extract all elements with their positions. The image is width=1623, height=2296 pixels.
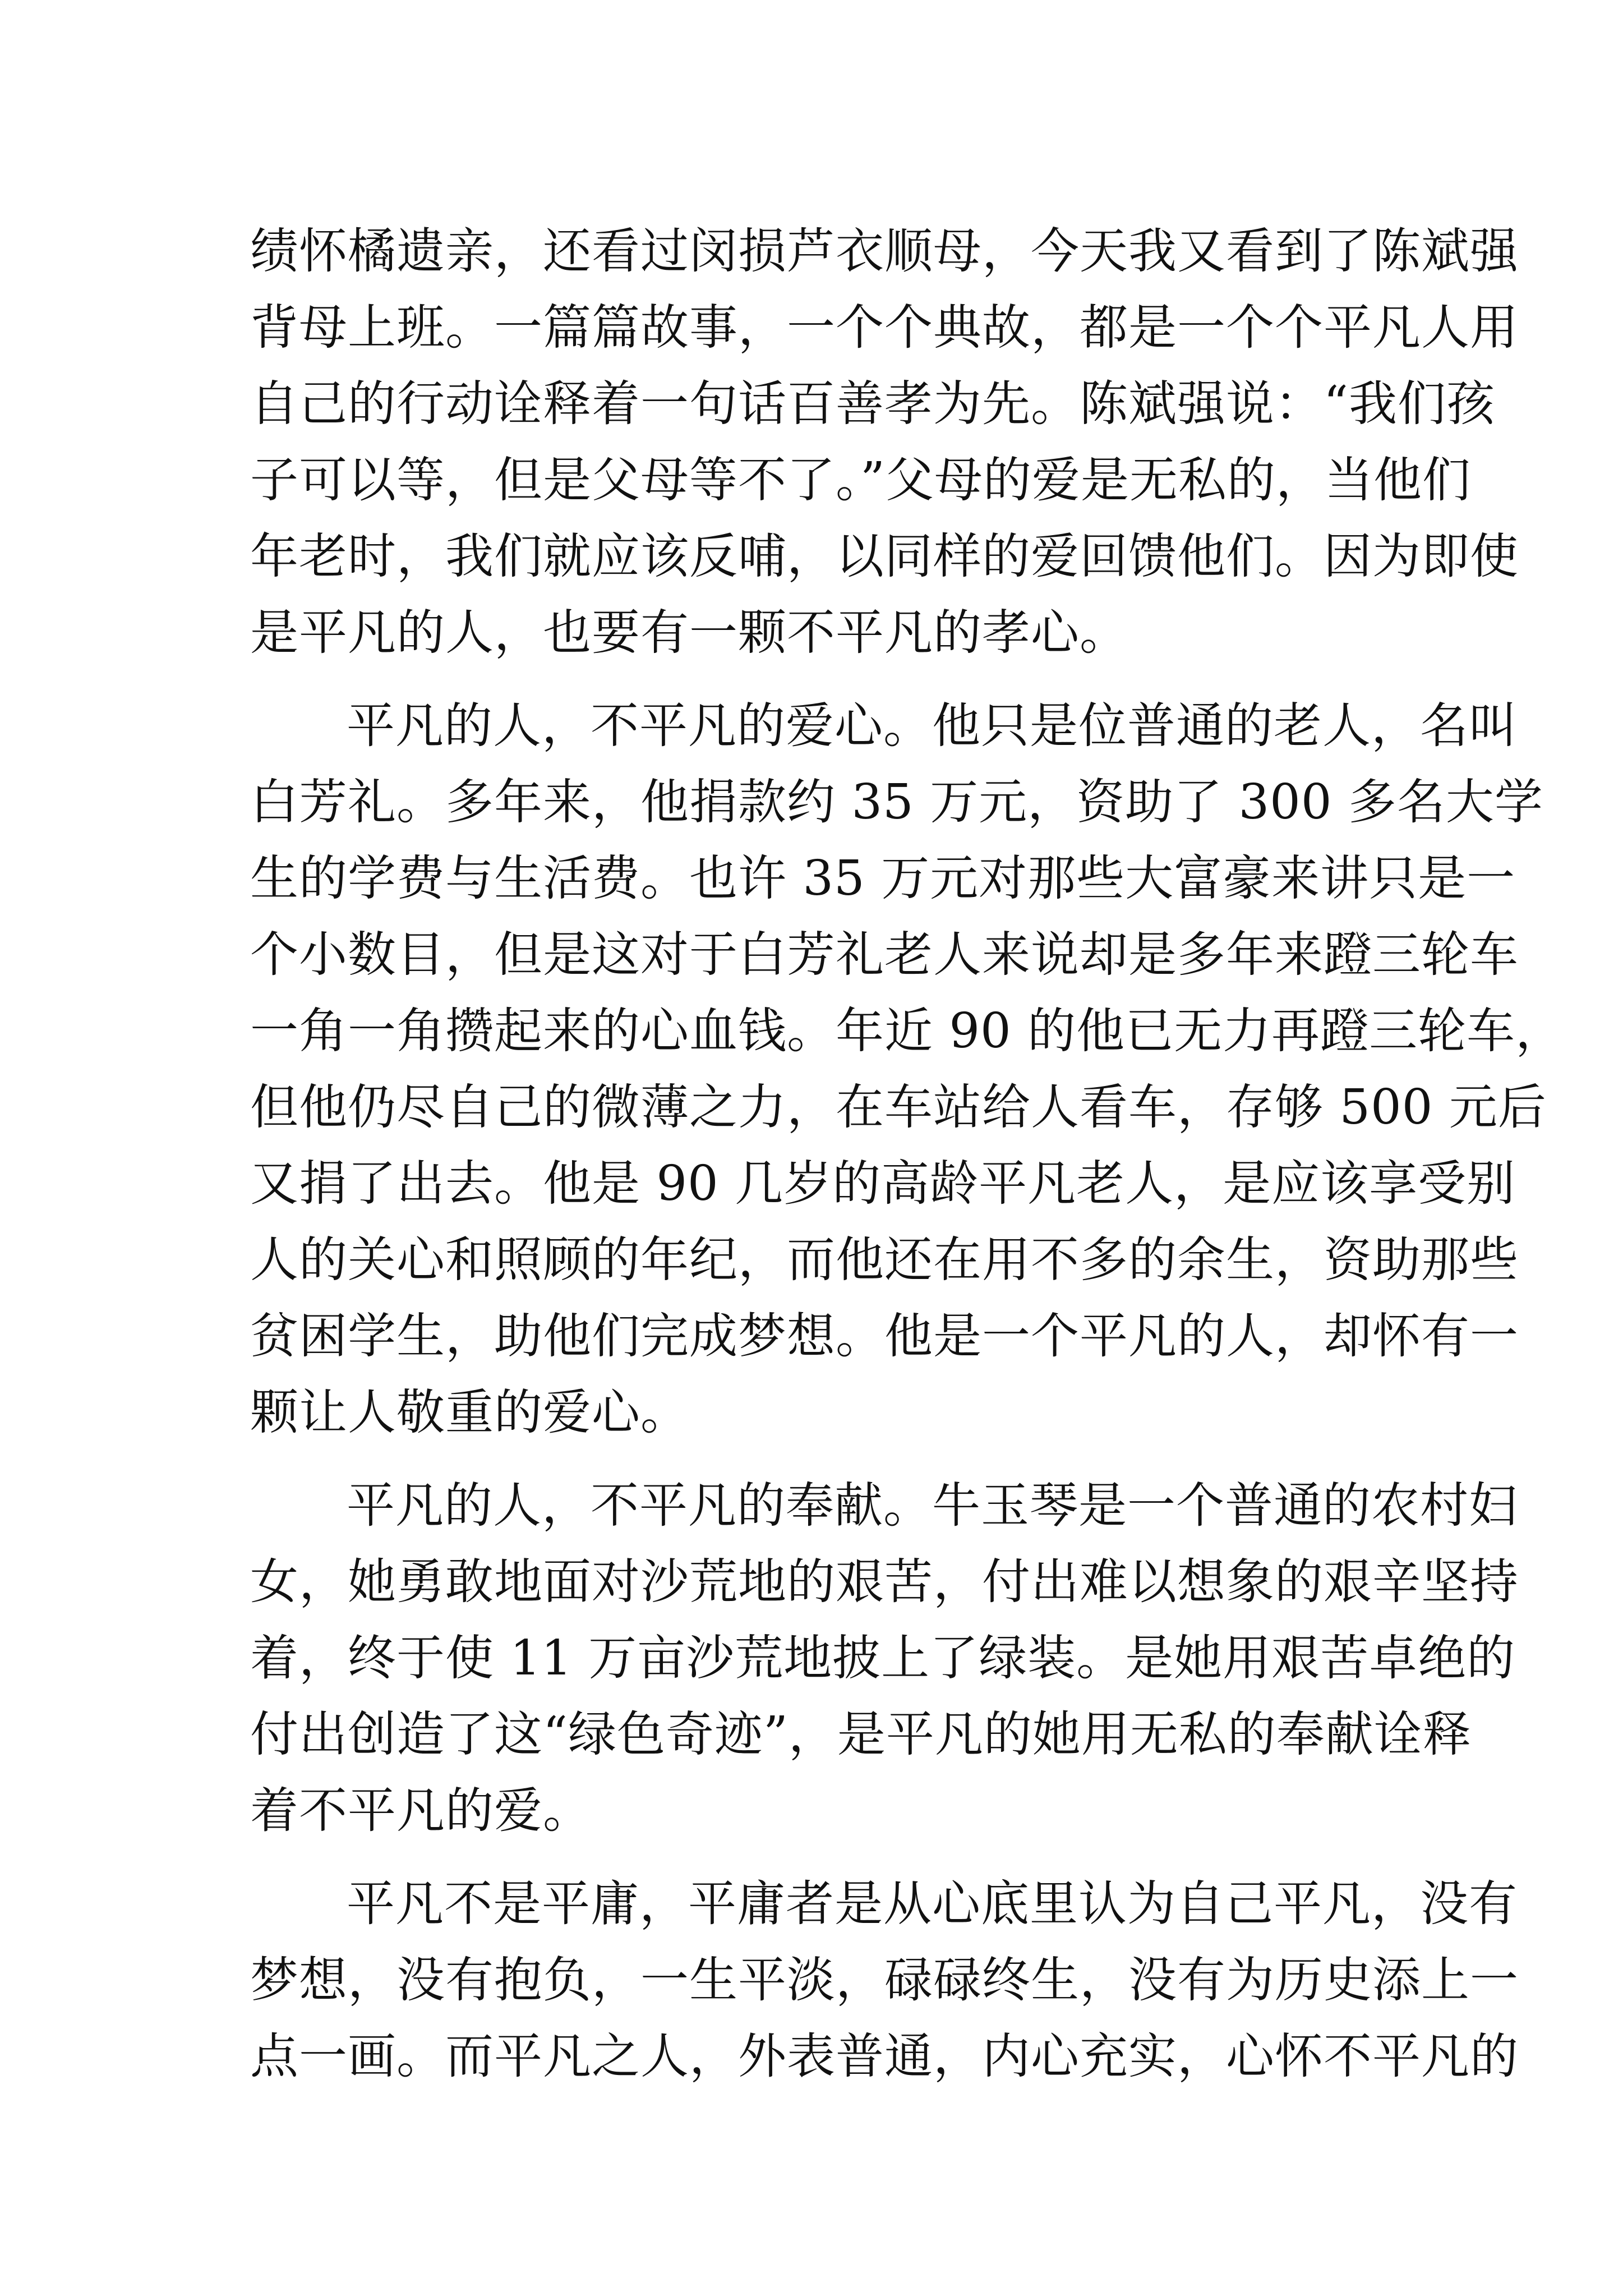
text-line: 自己的行动诠释着一句话百善孝为先。陈斌强说：“我们孩 [250, 376, 1495, 432]
text-line: 平凡的人，不平凡的奉献。牛玉琴是一个普通的农村妇 [347, 1478, 1518, 1534]
text-line: 子可以等，但是父母等不了。”父母的爱是无私的，当他们 [250, 452, 1471, 508]
text-line: 人的关心和照顾的年纪，而他还在用不多的余生，资助那些 [250, 1232, 1519, 1288]
text-line: 绩怀橘遗亲，还看过闵损芦衣顺母，今天我又看到了陈斌强 [250, 223, 1519, 279]
text-line: 年老时，我们就应该反哺，以同样的爱回馈他们。因为即使 [250, 528, 1519, 585]
text-line: 又捐了出去。他是 90 几岁的高龄平凡老人，是应该享受别 [250, 1156, 1516, 1212]
text-line: 贫困学生，助他们完成梦想。他是一个平凡的人，却怀有一 [250, 1308, 1519, 1364]
text-line: 点一画。而平凡之人，外表普通，内心充实，心怀不平凡的 [250, 2028, 1519, 2085]
text-line: 但他仍尽自己的微薄之力，在车站给人看车，存够 500 元后 [250, 1079, 1547, 1135]
text-line: 女，她勇敢地面对沙荒地的艰苦，付出难以想象的艰辛坚持 [250, 1554, 1519, 1610]
paragraph [250, 213, 1519, 671]
text-line: 一角一角攒起来的心血钱。年近 90 的他已无力再蹬三轮车， [250, 1003, 1565, 1059]
paragraph-gap [250, 671, 1392, 688]
paragraph [250, 688, 1565, 1451]
text-line: 生的学费与生活费。也许 35 万元对那些大富豪来讲只是一 [250, 850, 1516, 907]
text-line: 着，终于使 11 万亩沙荒地披上了绿装。是她用艰苦卓绝的 [250, 1630, 1516, 1686]
paragraph-gap [250, 1849, 1392, 1866]
paragraph [250, 1467, 1519, 1849]
text-line: 白芳礼。多年来，他捐款约 35 万元，资助了 300 多名大学 [250, 774, 1543, 830]
text-line: 是平凡的人，也要有一颗不平凡的孝心。 [250, 605, 1128, 661]
text-line: 平凡不是平庸，平庸者是从心底里认为自己平凡，没有 [347, 1876, 1518, 1932]
text-line: 颗让人敬重的爱心。 [250, 1384, 689, 1441]
text-line: 着不平凡的爱。 [250, 1783, 592, 1839]
text-line: 付出创造了这“绿色奇迹”，是平凡的她用无私的奉献诠释 [250, 1706, 1472, 1763]
text-line: 背母上班。一篇篇故事，一个个典故，都是一个个平凡人用 [250, 300, 1519, 356]
text-line: 梦想，没有抱负，一生平淡，碌碌终生，没有为历史添上一 [250, 1952, 1519, 2008]
text-line: 个小数目，但是这对于白芳礼老人来说却是多年来蹬三轮车 [250, 927, 1519, 983]
text-line: 平凡的人，不平凡的爱心。他只是位普通的老人，名叫 [347, 698, 1518, 754]
paragraph-gap [250, 1451, 1392, 1467]
paragraph [250, 1866, 1519, 2095]
document-body [250, 213, 1565, 2095]
